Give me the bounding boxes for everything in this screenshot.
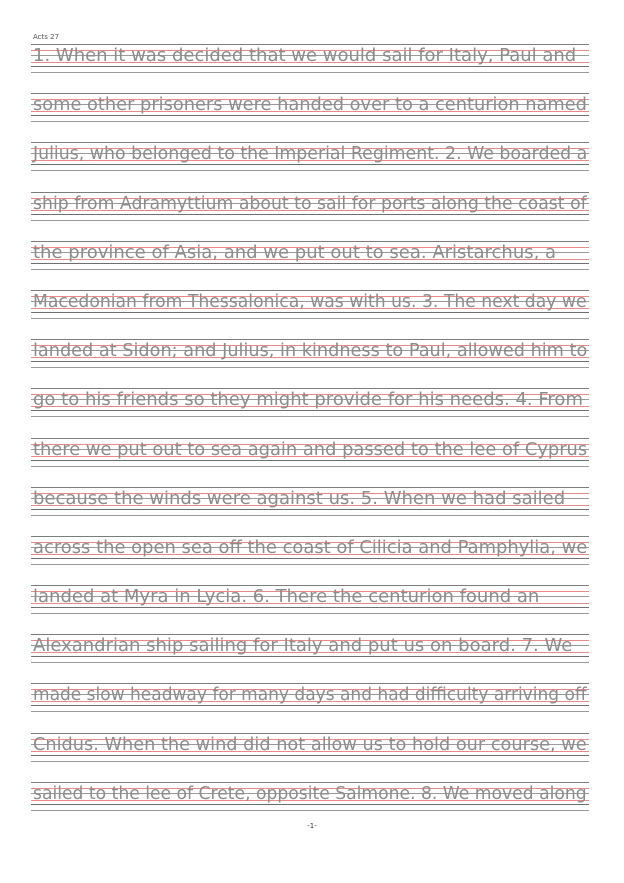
handwriting-row	[31, 42, 589, 91]
trace-line: there we put out to sea again and passed to the lee of Cyprus	[33, 438, 588, 460]
handwriting-row	[31, 91, 589, 140]
trace-line: the province of Asia, and we put out to sea. Aristarchus, a	[33, 241, 557, 263]
trace-line: landed at Myra in Lycia. 6. There the centurion found an	[33, 586, 540, 608]
handwriting-row	[31, 288, 589, 337]
trace-line: some other prisoners were handed over to a centurion named	[33, 94, 587, 116]
handwriting-row	[31, 337, 589, 386]
trace-line: 1. When it was decided that we would sail for Italy, Paul and	[33, 45, 577, 66]
handwriting-row	[31, 534, 589, 583]
handwriting-row	[31, 731, 589, 780]
handwriting-row	[31, 386, 589, 435]
trace-line: ship from Adramyttium about to sail for ports along the coast of	[33, 192, 587, 214]
trace-line: Cnidus. When the wind did not allow us to hold our course, we	[33, 733, 587, 755]
handwriting-row	[31, 190, 589, 239]
trace-line: Alexandrian ship sailing for Italy and put us on board. 7. We	[33, 635, 573, 657]
tracing-sheet	[31, 42, 589, 829]
handwriting-row	[31, 632, 589, 681]
chapter-heading: Acts 27	[33, 33, 60, 41]
handwriting-row	[31, 436, 589, 485]
trace-line: go to his friends so they might provide for his needs. 4. From	[33, 389, 583, 411]
handwriting-row	[31, 140, 589, 189]
handwriting-row	[31, 485, 589, 534]
trace-line: made slow headway for many days and had difficulty arriving off	[33, 684, 587, 706]
trace-line: sailed to the lee of Crete, opposite Salmone. 8. We moved along	[33, 782, 587, 804]
trace-line: Julius, who belonged to the Imperial Regiment. 2. We boarded a	[33, 143, 588, 165]
page-number: -1-	[307, 822, 317, 830]
trace-line: across the open sea off the coast of Cilicia and Pamphylia, we	[33, 536, 588, 558]
handwriting-row	[31, 583, 589, 632]
handwriting-row	[31, 239, 589, 288]
trace-line: landed at Sidon; and Julius, in kindness to Paul, allowed him to	[33, 340, 588, 362]
trace-line: Macedonian from Thessalonica, was with us. 3. The next day we	[33, 290, 587, 312]
trace-line: because the winds were against us. 5. When we had sailed	[33, 487, 566, 509]
handwriting-row	[31, 681, 589, 730]
